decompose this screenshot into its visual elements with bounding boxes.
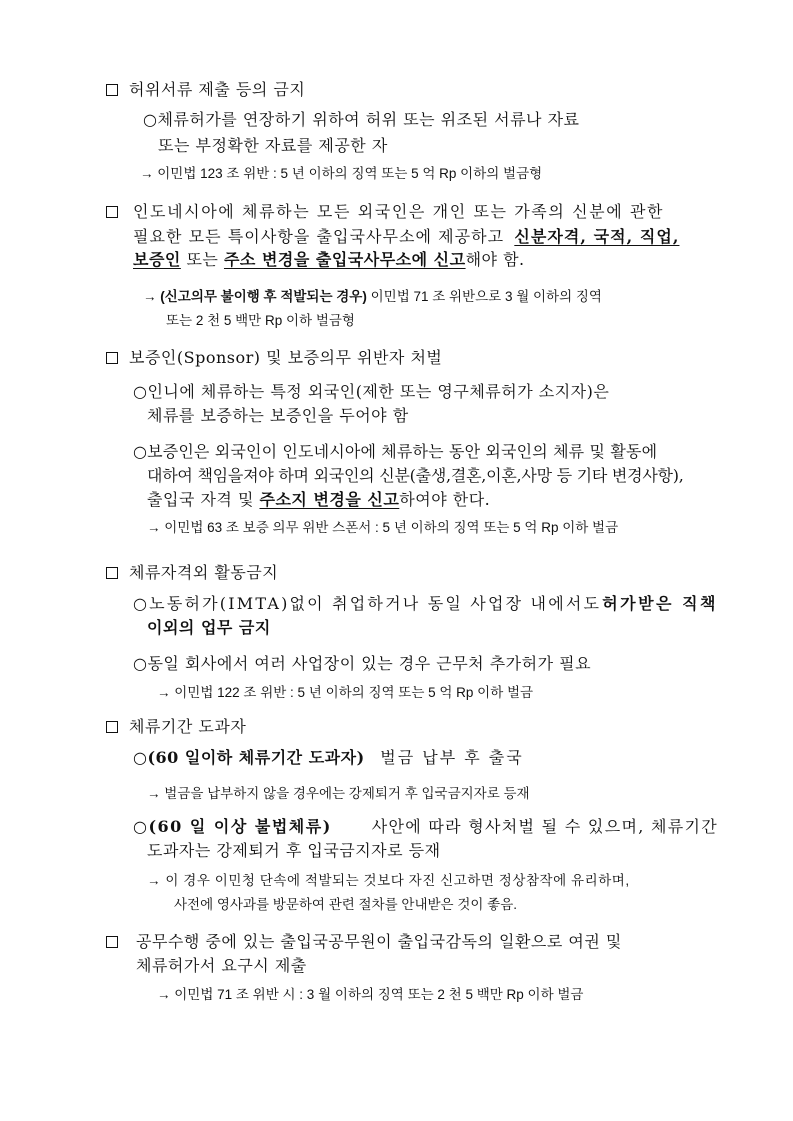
- body-line: 체류허가서 요구시 제출: [136, 956, 307, 975]
- body-text: 이민법 71 조 위반으로 3 월 이하의 징역: [370, 289, 602, 304]
- body-text: 또는: [180, 250, 224, 269]
- checkbox-square-icon: [106, 567, 118, 579]
- checkbox-square-icon: [106, 352, 118, 364]
- bullet-line: ○체류허가를 연장하기 위하여 허위 또는 위조된 서류나 자료: [143, 110, 580, 129]
- body-text: 벌금 납부 후 출국: [380, 748, 524, 767]
- penalty-note: → 벌금을 납부하지 않을 경우에는 강제퇴거 후 입국금지자로 등재: [147, 786, 530, 801]
- bullet-line: [133, 748, 524, 768]
- bullet-line: 대하여 책임을져야 하며 외국인의 신분(출생,결혼,이혼,사망 등 기타 변경사항),: [147, 466, 684, 485]
- body-text: ○노동허가(IMTA)없이 취업하거나 동일 사업장 내에서도: [133, 594, 602, 613]
- body-text: 해야 함.: [465, 250, 525, 269]
- emphasis-text: 주소 변경을 출입국사무소에 신고: [223, 250, 466, 269]
- penalty-note: [143, 287, 602, 307]
- checkbox-square-icon: [106, 84, 118, 96]
- bullet-line: 또는 부정확한 자료를 제공한 자: [158, 136, 388, 155]
- section-heading: 보증인(Sponsor) 및 보증의무 위반자 처벌: [129, 348, 443, 367]
- emphasis-text: 신분자격, 국적, 직업,: [514, 227, 680, 246]
- bullet-line: ○보증인은 외국인이 인도네시아에 체류하는 동안 외국인의 체류 및 활동에: [133, 442, 658, 461]
- bullet-line: 체류를 보증하는 보증인을 두어야 함: [147, 406, 409, 425]
- bullet-line: ○인니에 체류하는 특정 외국인(제한 또는 영구체류허가 소지자)은: [133, 382, 610, 401]
- bullet-line: 도과자는 강제퇴거 후 입국금지자로 등재: [147, 841, 441, 860]
- penalty-note: 사전에 영사과를 방문하여 관련 절차를 안내받은 것이 좋음.: [174, 897, 517, 912]
- emphasis-text: 허가받은 직책: [602, 594, 718, 613]
- arrow-text: →: [143, 289, 157, 304]
- penalty-note: → 이민법 123 조 위반 : 5 년 이하의 징역 또는 5 억 Rp 이하의 벌금형: [140, 166, 543, 181]
- emphasis-text: ○(60 일 이상 불법체류): [133, 817, 332, 836]
- penalty-note: → 이민법 71 조 위반 시 : 3 월 이하의 징역 또는 2 천 5 백만 Rp 이하 벌금: [157, 987, 584, 1002]
- emphasis-text: ○(60 일이하 체류기간 도과자): [133, 748, 365, 767]
- body-line: 공무수행 중에 있는 출입국공무원이 출입국감독의 일환으로 여권 및: [136, 932, 622, 951]
- emphasis-text: (신고의무 불이행 후 적발되는 경우): [160, 289, 367, 304]
- bullet-line: ○동일 회사에서 여러 사업장이 있는 경우 근무처 추가허가 필요: [133, 654, 592, 673]
- checkbox-square-icon: [106, 721, 118, 733]
- emphasis-text: 주소지 변경을 신고: [259, 490, 400, 509]
- penalty-note: 또는 2 천 5 백만 Rp 이하 벌금형: [166, 313, 355, 328]
- penalty-note: → 이민법 122 조 위반 : 5 년 이하의 징역 또는 5 억 Rp 이하 벌금: [157, 685, 534, 700]
- bullet-line: 이외의 업무 금지: [147, 618, 271, 637]
- emphasis-text: 보증인: [133, 250, 181, 269]
- penalty-note: → 이 경우 이민청 단속에 적발되는 것보다 자진 신고하면 정상참작에 유리하며,: [147, 873, 630, 888]
- body-text: 사안에 따라 형사처벌 될 수 있으며, 체류기간: [371, 817, 718, 836]
- bullet-line: [133, 594, 718, 614]
- body-line: [133, 250, 525, 270]
- checkbox-square-icon: [106, 936, 118, 948]
- checkbox-square-icon: [106, 206, 118, 218]
- bullet-line: [133, 817, 718, 837]
- bullet-line: [147, 490, 490, 510]
- body-text: 출입국 자격 및: [147, 490, 260, 509]
- section-heading: 체류자격외 활동금지: [129, 563, 279, 582]
- body-text: 하여야 한다.: [399, 490, 491, 509]
- body-line: [133, 227, 723, 247]
- body-text: 필요한 모든 특이사항을 출입국사무소에 제공하고: [133, 227, 505, 246]
- section-heading: 체류기간 도과자: [129, 717, 247, 736]
- body-line: 인도네시아에 체류하는 모든 외국인은 개인 또는 가족의 신분에 관한: [133, 202, 665, 221]
- penalty-note: → 이민법 63 조 보증 의무 위반 스폰서 : 5 년 이하의 징역 또는 5 억 Rp 이하 벌금: [147, 520, 619, 535]
- section-heading: 허위서류 제출 등의 금지: [129, 80, 306, 99]
